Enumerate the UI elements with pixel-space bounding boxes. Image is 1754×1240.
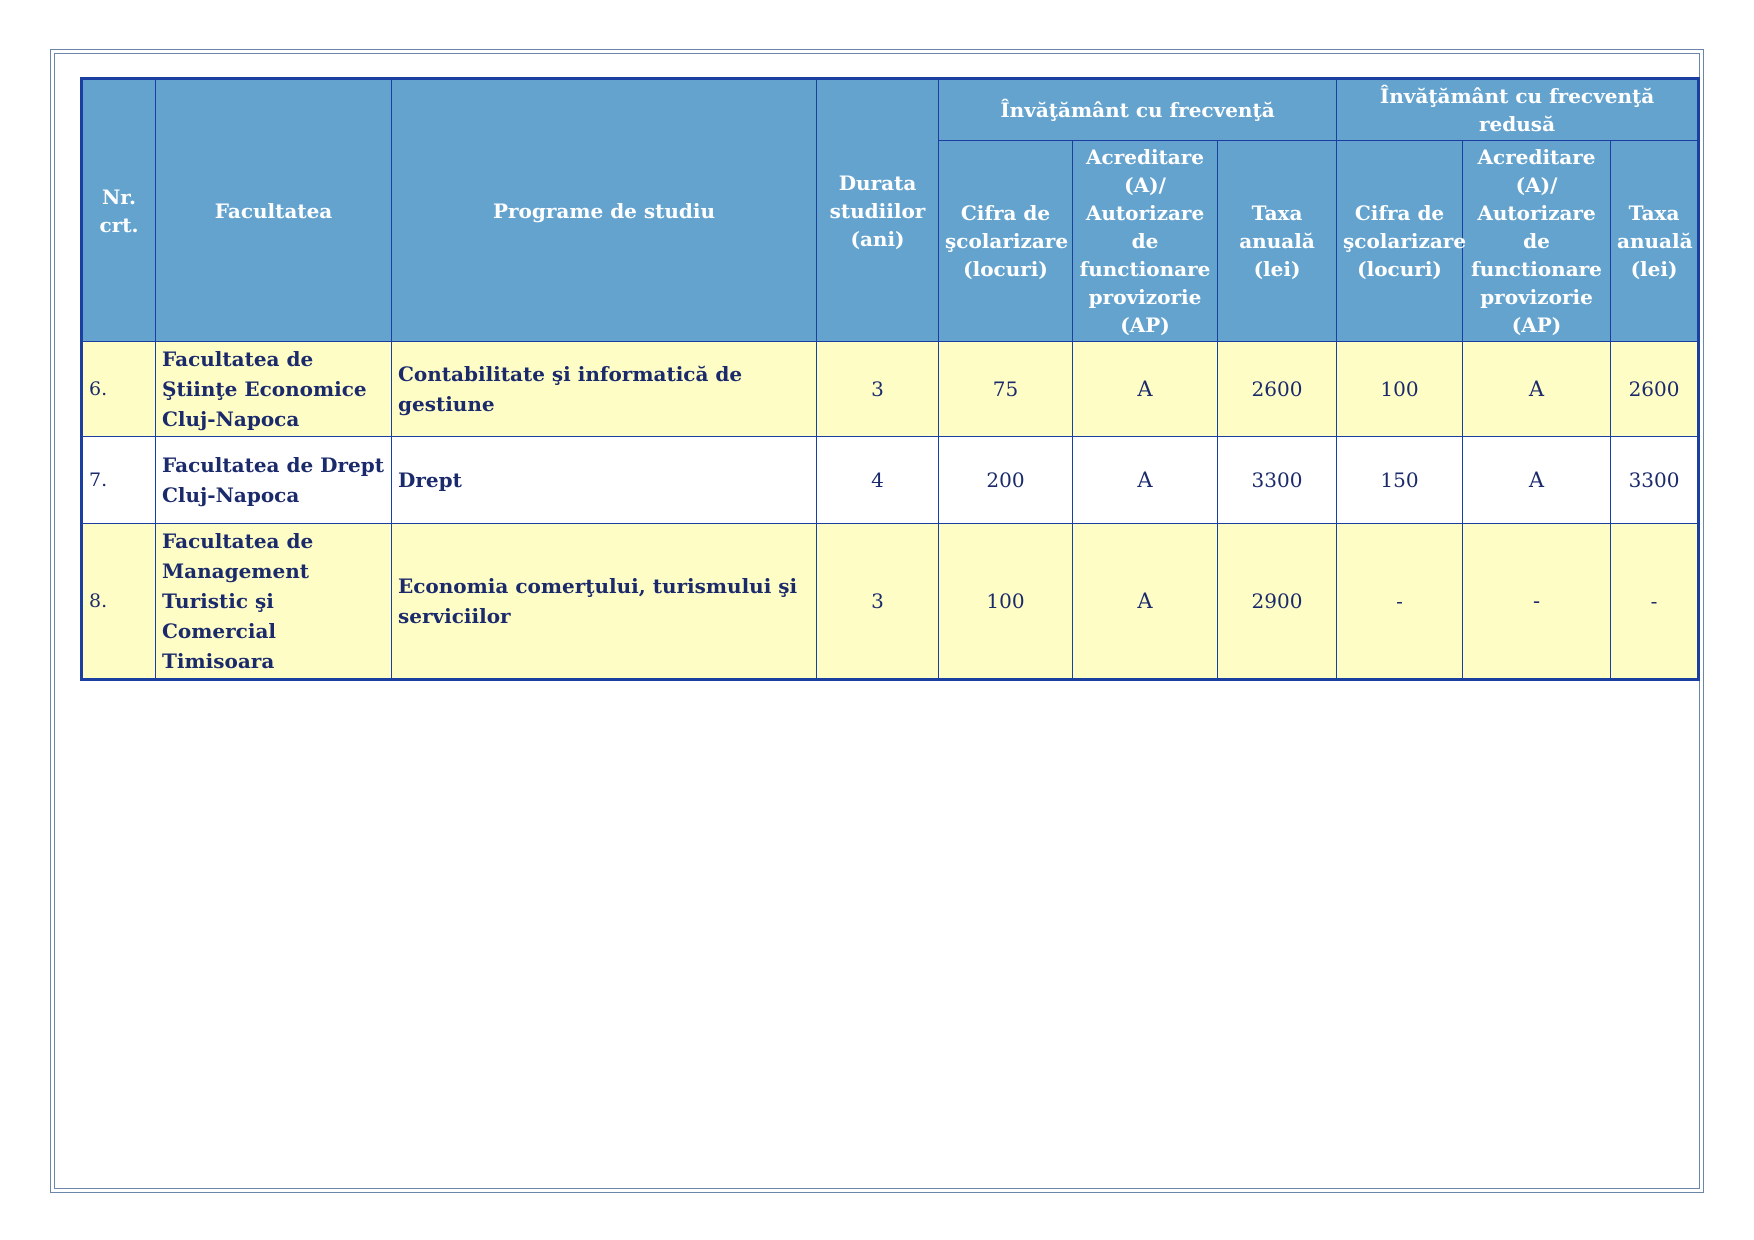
cell-program: Contabilitate şi informatică de gestiune	[392, 342, 817, 437]
cell-taxa-redusa: -	[1611, 524, 1699, 680]
cell-nr: 6.	[82, 342, 156, 437]
cell-durata: 3	[817, 524, 939, 680]
header-cifra-redusa: Cifra de şcolarizare (locuri)	[1337, 141, 1463, 342]
header-taxa-redusa: Taxa anuală (lei)	[1611, 141, 1699, 342]
header-durata: Durata studiilor (ani)	[817, 79, 939, 342]
cell-acreditare-frecventa: A	[1073, 342, 1218, 437]
cell-facultatea: Facultatea de Ştiinţe Economice Cluj-Napoca	[156, 342, 392, 437]
cell-nr: 7.	[82, 437, 156, 524]
cell-taxa-frecventa: 3300	[1218, 437, 1337, 524]
cell-acreditare-redusa: A	[1463, 342, 1611, 437]
header-group-frecventa-redusa: Învăţământ cu frecvenţă redusă	[1337, 79, 1699, 141]
cell-taxa-frecventa: 2900	[1218, 524, 1337, 680]
cell-facultatea: Facultatea de Management Turistic şi Comercial Timisoara	[156, 524, 392, 680]
cell-program: Economia comerţului, turismului şi serviciilor	[392, 524, 817, 680]
header-group-frecventa: Învăţământ cu frecvenţă	[939, 79, 1337, 141]
cell-facultatea: Facultatea de Drept Cluj-Napoca	[156, 437, 392, 524]
table-row	[82, 342, 1699, 437]
cell-cifra-redusa: -	[1337, 524, 1463, 680]
cell-program: Drept	[392, 437, 817, 524]
cell-cifra-frecventa: 200	[939, 437, 1073, 524]
cell-taxa-redusa: 2600	[1611, 342, 1699, 437]
header-row-1	[82, 79, 1699, 141]
cell-nr: 8.	[82, 524, 156, 680]
cell-acreditare-redusa: -	[1463, 524, 1611, 680]
header-nr: Nr. crt.	[82, 79, 156, 342]
header-taxa-frecventa: Taxa anuală (lei)	[1218, 141, 1337, 342]
cell-durata: 3	[817, 342, 939, 437]
cell-durata: 4	[817, 437, 939, 524]
header-acreditare-frecventa: Acreditare (A)/ Autorizare de functionare provizorie (AP)	[1073, 141, 1218, 342]
cell-acreditare-redusa: A	[1463, 437, 1611, 524]
header-programe: Programe de studiu	[392, 79, 817, 342]
header-facultatea: Facultatea	[156, 79, 392, 342]
cell-cifra-frecventa: 100	[939, 524, 1073, 680]
cell-cifra-redusa: 150	[1337, 437, 1463, 524]
study-programs-table	[80, 77, 1700, 681]
table-row	[82, 524, 1699, 680]
cell-acreditare-frecventa: A	[1073, 437, 1218, 524]
cell-taxa-frecventa: 2600	[1218, 342, 1337, 437]
header-cifra-frecventa: Cifra de şcolarizare (locuri)	[939, 141, 1073, 342]
cell-cifra-redusa: 100	[1337, 342, 1463, 437]
header-acreditare-redusa: Acreditare (A)/ Autorizare de functionare provizorie (AP)	[1463, 141, 1611, 342]
cell-taxa-redusa: 3300	[1611, 437, 1699, 524]
cell-cifra-frecventa: 75	[939, 342, 1073, 437]
table-row	[82, 437, 1699, 524]
cell-acreditare-frecventa: A	[1073, 524, 1218, 680]
